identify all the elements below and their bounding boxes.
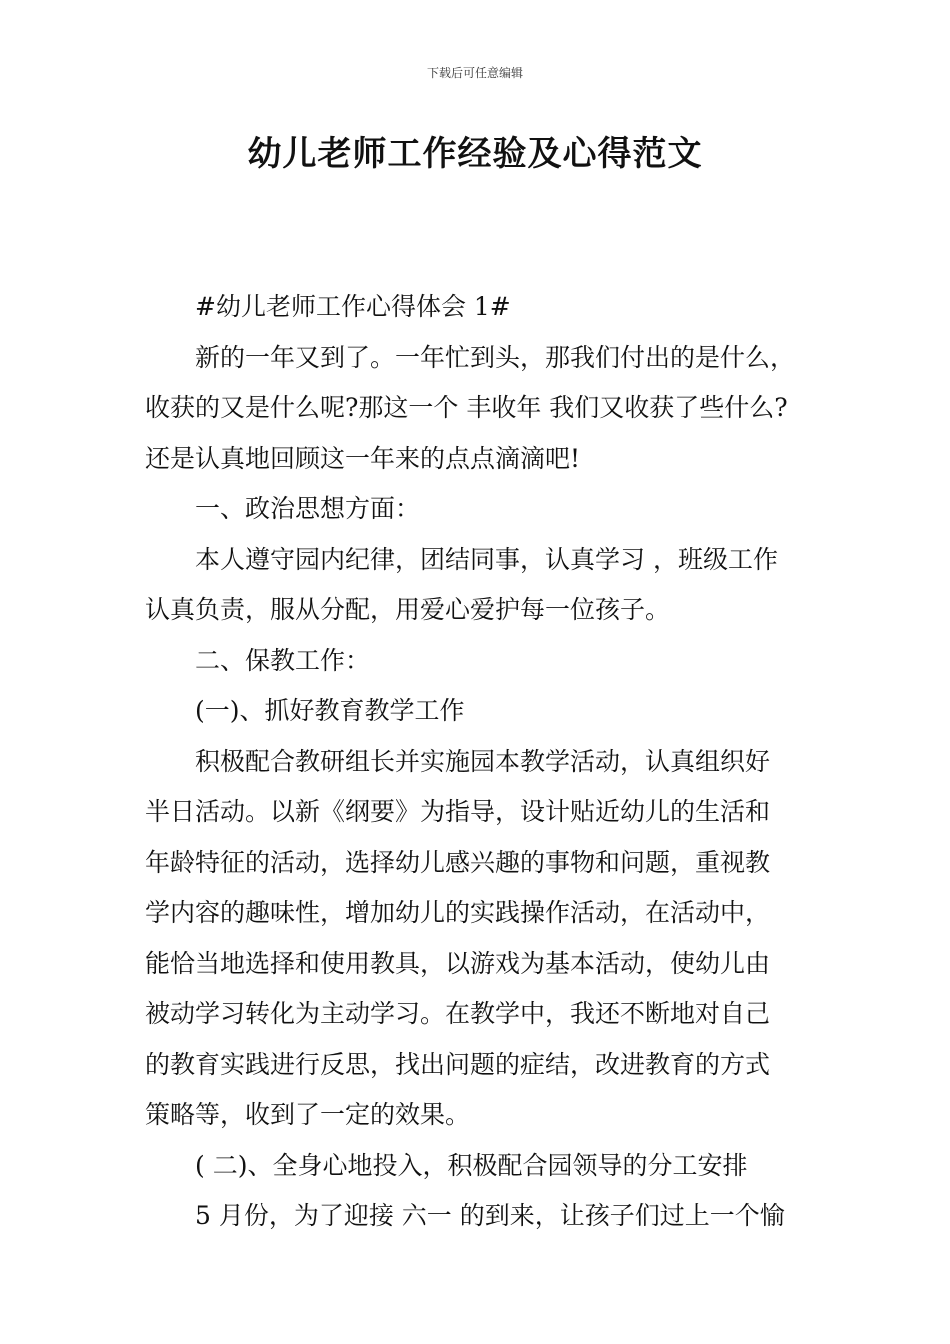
body-line: 半日活动。以新《纲要》为指导，设计贴近幼儿的生活和 (145, 797, 771, 826)
body-line: 5 月份，为了迎接 六一 的到来，让孩子们过上一个愉 (195, 1201, 785, 1230)
body-line: 能恰当地选择和使用教具，以游戏为基本活动，使幼儿由 (145, 948, 771, 978)
subheading-political: 一、政治思想方面： (195, 494, 421, 523)
body-line: 本人遵守园内纪律，团结同事，认真学习 ，班级工作 (195, 544, 778, 574)
body-line: 被动学习转化为主动学习。在教学中，我还不断地对自己 (145, 999, 771, 1028)
subheading-teaching: 二、保教工作： (195, 645, 371, 675)
subheading-item-1: (一)、抓好教育教学工作 (195, 696, 465, 725)
header-note: 下载后可任意编辑 (426, 66, 523, 80)
document-title: 幼儿老师工作经验及心得范文 (247, 134, 703, 174)
body-line: 收获的又是什么呢?那这一个 丰收年 我们又收获了些什么? (145, 393, 788, 422)
document-body (145, 282, 807, 1242)
subheading-item-2: ( 二)、全身心地投入，积极配合园领导的分工安排 (195, 1150, 748, 1180)
body-line: 策略等，收到了一定的效果。 (145, 1100, 471, 1129)
section-heading-1: #幼儿老师工作心得体会 1# (195, 292, 511, 321)
body-line: 新的一年又到了。一年忙到头，那我们付出的是什么， (195, 342, 796, 372)
body-line: 学内容的趣味性，增加幼儿的实践操作活动，在活动中， (145, 898, 771, 927)
body-line: 积极配合教研组长并实施园本教学活动，认真组织好 (195, 746, 771, 776)
body-line: 的教育实践进行反思，找出问题的症结，改进教育的方式 (145, 1049, 771, 1079)
body-line: 年龄特征的活动，选择幼儿感兴趣的事物和问题，重视教 (145, 847, 771, 877)
body-line: 还是认真地回顾这一年来的点点滴滴吧! (145, 443, 581, 473)
body-line: 认真负责，服从分配，用爱心爱护每一位孩子。 (145, 595, 671, 624)
